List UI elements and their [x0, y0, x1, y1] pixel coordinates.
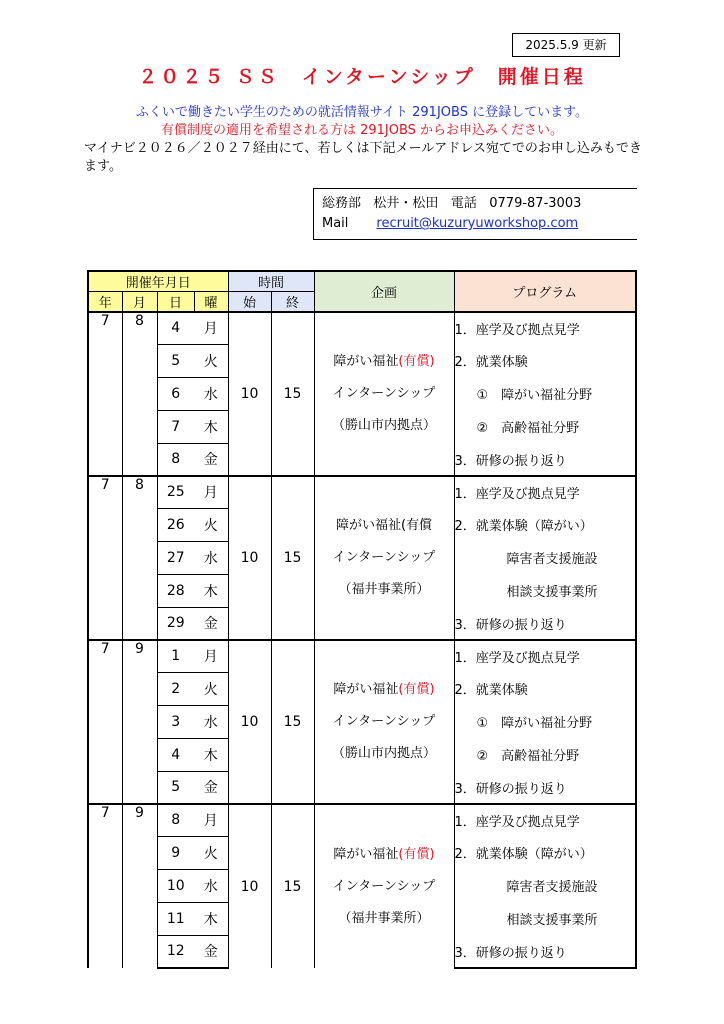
- cell-program: 2．就業体験: [454, 344, 636, 377]
- cell-dow: 月: [194, 804, 228, 836]
- plan-paid-badge: (有償): [398, 846, 435, 862]
- cell-program: ② 高齢福祉分野: [454, 410, 636, 443]
- cell-day: 29: [157, 607, 194, 640]
- plan-line-2: インターンシップ: [332, 550, 436, 565]
- cell-plan: [314, 804, 454, 968]
- cell-dow: 金: [194, 443, 228, 476]
- contact-row-mail: [322, 214, 637, 234]
- cell-day: 4: [157, 312, 194, 344]
- cell-dow: 火: [194, 344, 228, 377]
- cell-month: 8: [122, 476, 157, 640]
- contact-dept: 総務部: [322, 196, 362, 211]
- cell-program: 3．研修の振り返り: [454, 771, 636, 804]
- plan-location: （勝山市内拠点）: [331, 746, 436, 761]
- cell-program: 3．研修の振り返り: [454, 607, 636, 640]
- table-row: [88, 476, 636, 508]
- cell-day: 26: [157, 508, 194, 541]
- intro-line-291jobs: ふくいで働きたい学生のための就活情報サイト 291JOBS に登録しています。: [135, 105, 589, 120]
- plan-title: 障がい福祉: [333, 354, 399, 369]
- contact-row-phone: [322, 194, 637, 214]
- cell-end-time: 15: [271, 804, 314, 968]
- cell-day: 9: [157, 836, 194, 869]
- header-start: 始: [228, 292, 271, 313]
- cell-program: 2．就業体験: [454, 672, 636, 705]
- plan-paid-badge: (有償): [398, 354, 435, 369]
- cell-start-time: 10: [228, 476, 271, 640]
- contact-mail-link[interactable]: recruit@kuzuryuworkshop.com: [376, 216, 579, 231]
- schedule-table: [87, 270, 637, 969]
- intro-line-paid: 有償制度の適用を希望される方は 291JOBS からお申込みください。: [160, 123, 564, 138]
- cell-month: 8: [122, 312, 157, 476]
- cell-end-time: 15: [271, 640, 314, 804]
- cell-program: 障害者支援施設: [454, 541, 636, 574]
- cell-dow: 水: [194, 705, 228, 738]
- contact-tel: 0779-87-3003: [489, 196, 582, 211]
- cell-year: 7: [88, 312, 122, 476]
- cell-program: 1．座学及び拠点見学: [454, 476, 636, 508]
- cell-end-time: 15: [271, 476, 314, 640]
- plan-location: （勝山市内拠点）: [331, 418, 436, 433]
- cell-dow: 火: [194, 508, 228, 541]
- cell-day: 25: [157, 476, 194, 508]
- cell-plan: [314, 476, 454, 640]
- cell-plan: [314, 312, 454, 476]
- cell-dow: 水: [194, 869, 228, 902]
- intro-line-mynavi: マイナビ２０２６／２０２７経由にて、若しくは下記メールアドレス宛てでのお申し込みもできます。: [84, 141, 642, 174]
- cell-day: 6: [157, 377, 194, 410]
- contact-mail-label: Mail: [322, 216, 349, 231]
- cell-program: 3．研修の振り返り: [454, 935, 636, 968]
- header-end: 終: [271, 292, 314, 313]
- header-program: プログラム: [454, 271, 636, 312]
- plan-line-1: [315, 510, 454, 542]
- cell-program: ① 障がい福祉分野: [454, 705, 636, 738]
- plan-location: （福井事業所）: [338, 910, 430, 926]
- cell-plan: [314, 640, 454, 804]
- cell-year: 7: [88, 804, 122, 968]
- cell-day: 11: [157, 902, 194, 935]
- plan-title: 障がい福祉: [335, 518, 401, 533]
- plan-line-1: [315, 839, 454, 871]
- cell-program: 3．研修の振り返り: [454, 443, 636, 476]
- plan-title: 障がい福祉: [333, 846, 399, 862]
- cell-program: 2．就業体験（障がい）: [454, 836, 636, 869]
- cell-day: 2: [157, 672, 194, 705]
- cell-day: 5: [157, 344, 194, 377]
- cell-day: 7: [157, 410, 194, 443]
- contact-names: 松井・松田: [373, 196, 439, 211]
- cell-day: 4: [157, 738, 194, 771]
- header-plan: 企画: [314, 271, 454, 312]
- cell-program: ① 障がい福祉分野: [454, 377, 636, 410]
- cell-program: ② 高齢福祉分野: [454, 738, 636, 771]
- header-time-group: 時間: [228, 271, 314, 292]
- cell-dow: 月: [194, 640, 228, 672]
- table-row: [88, 640, 636, 672]
- cell-program: 1．座学及び拠点見学: [454, 804, 636, 836]
- cell-dow: 金: [194, 935, 228, 968]
- plan-line-2: インターンシップ: [332, 714, 436, 729]
- header-dow: 曜: [194, 292, 228, 313]
- cell-dow: 木: [194, 738, 228, 771]
- plan-location: （福井事業所）: [338, 582, 430, 597]
- cell-dow: 月: [194, 312, 228, 344]
- plan-line-2: インターンシップ: [332, 386, 436, 401]
- updated-date: 2025.5.9 更新: [512, 33, 620, 57]
- cell-year: 7: [88, 640, 122, 804]
- cell-program: 相談支援事業所: [454, 902, 636, 935]
- cell-year: 7: [88, 476, 122, 640]
- table-row: [88, 312, 636, 344]
- page-title: ２０２５ ＳＳ インターンシップ 開催日程: [138, 66, 586, 88]
- plan-paid-badge: (有償: [400, 518, 433, 533]
- cell-day: 3: [157, 705, 194, 738]
- cell-start-time: 10: [228, 640, 271, 804]
- cell-dow: 火: [194, 836, 228, 869]
- cell-dow: 金: [194, 607, 228, 640]
- plan-title: 障がい福祉: [333, 682, 399, 697]
- cell-program: 1．座学及び拠点見学: [454, 640, 636, 672]
- plan-line-2: インターンシップ: [332, 878, 436, 894]
- cell-day: 12: [157, 935, 194, 968]
- cell-program: 相談支援事業所: [454, 574, 636, 607]
- plan-line-1: [315, 674, 454, 706]
- table-row: [88, 804, 636, 836]
- header-month: 月: [122, 292, 157, 313]
- header-date-group: 開催年月日: [88, 271, 228, 292]
- cell-day: 27: [157, 541, 194, 574]
- cell-program: 1．座学及び拠点見学: [454, 312, 636, 344]
- plan-paid-badge: (有償): [398, 682, 435, 697]
- cell-start-time: 10: [228, 312, 271, 476]
- cell-dow: 水: [194, 377, 228, 410]
- cell-program: 2．就業体験（障がい）: [454, 508, 636, 541]
- plan-line-1: [315, 346, 454, 378]
- cell-dow: 水: [194, 541, 228, 574]
- contact-tel-label: 電話: [450, 196, 477, 211]
- cell-day: 8: [157, 804, 194, 836]
- cell-day: 5: [157, 771, 194, 804]
- contact-box: [313, 188, 637, 240]
- cell-end-time: 15: [271, 312, 314, 476]
- cell-start-time: 10: [228, 804, 271, 968]
- cell-day: 1: [157, 640, 194, 672]
- cell-month: 9: [122, 640, 157, 804]
- cell-dow: 木: [194, 410, 228, 443]
- cell-day: 28: [157, 574, 194, 607]
- cell-program: 障害者支援施設: [454, 869, 636, 902]
- cell-dow: 金: [194, 771, 228, 804]
- header-year: 年: [88, 292, 122, 313]
- cell-day: 8: [157, 443, 194, 476]
- cell-dow: 木: [194, 574, 228, 607]
- cell-dow: 月: [194, 476, 228, 508]
- intro-text: [0, 104, 724, 176]
- cell-dow: 木: [194, 902, 228, 935]
- cell-day: 10: [157, 869, 194, 902]
- cell-dow: 火: [194, 672, 228, 705]
- header-day: 日: [157, 292, 194, 313]
- cell-month: 9: [122, 804, 157, 968]
